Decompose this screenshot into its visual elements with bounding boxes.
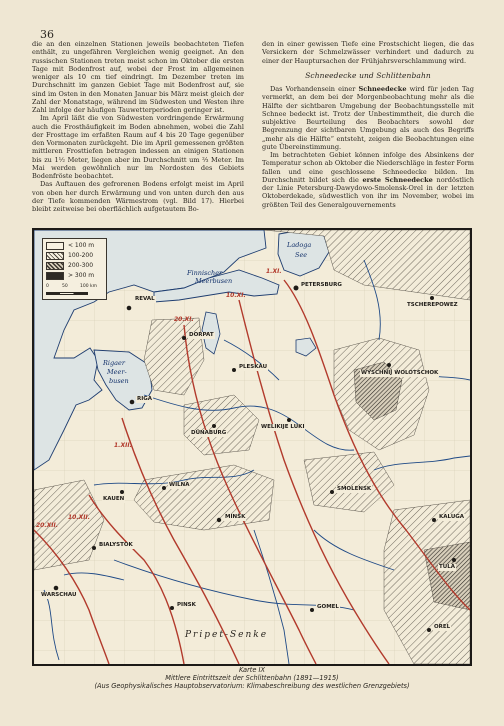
legend-label: < 100 m xyxy=(68,242,95,249)
isochrone-label: 20.XII. xyxy=(36,522,58,529)
legend-label: 100-200 xyxy=(68,252,94,259)
city-dot-dunaburg xyxy=(212,424,216,428)
caption-map-number: Karte IX xyxy=(238,666,266,674)
city-dot-dorpat xyxy=(182,336,186,340)
p2-text-a: Im betrachteten Gebiet können infolge des Absinkens der Temperatur schon ab Oktober die Niederschläge in fester Form fallen und eine geschlossene Schneedecke bilden. Im Durchschnitt bildet sich die xyxy=(262,151,474,184)
water-label-busen: busen xyxy=(109,377,129,385)
place-label-wilna: WILNA xyxy=(169,482,190,488)
p1-text-a: Das Vorhandensein einer xyxy=(270,85,359,93)
city-dot-welikije-luki xyxy=(287,418,291,422)
right-intro-paragraph: den in einer gewissen Tiefe eine Frostschicht liegen, die das Versickern der Schmelzwässer verhindert und dadurch zu einer der Hauptursachen der Frühjahrsverschlammung wird. xyxy=(262,40,474,65)
place-label-petersburg: PETERSBURG xyxy=(301,282,342,288)
city-dot-minsk xyxy=(217,518,221,522)
city-dot-wilna xyxy=(162,486,166,490)
p1-bold-term: Schneedecke xyxy=(358,85,407,93)
city-dot-orel xyxy=(427,628,431,632)
scale-tick-label: 0 xyxy=(46,284,49,289)
water-label-rigaer: Rigaer xyxy=(103,359,125,367)
place-label-reval: REVAL xyxy=(135,296,155,302)
legend-row xyxy=(46,251,104,261)
legend-swatch xyxy=(46,242,64,250)
place-label-pinsk: PINSK xyxy=(177,602,196,608)
place-label-smolensk: SMOLENSK xyxy=(337,486,372,492)
place-label-gomel: GOMEL xyxy=(317,604,339,610)
city-dot-bialystok xyxy=(92,546,96,550)
water-label-meer: Meer- xyxy=(107,368,127,376)
place-label-kauen: KAUEN xyxy=(103,496,125,502)
place-label-warschau: WARSCHAU xyxy=(41,592,77,598)
left-paragraph-2: Im April läßt die von Südwesten vordringende Erwärmung auch die Frosthäufigkeit im Boden abnehmen, wobei die Zahl der Frosttage im erfaßten Raum auf 4 bis 20 Tage gegenüber den Vormonaten zurückgeht. Die im April gemessenen größten mittleren Frosttiefen betragen indessen an einigen Stationen bis zu 1½ Meter, liegen aber im Durchschnitt um ⅔ Meter. Im Mai werden gewöhnlich nur im Nordosten des Gebiets Bodenfröste beobachtet. xyxy=(32,114,244,180)
place-label-welikije-luki: WELIKIJE LUKI xyxy=(261,424,305,430)
scale-bar xyxy=(46,284,104,296)
city-dot-tscherepowez xyxy=(430,296,434,300)
city-dot-gomel xyxy=(310,608,314,612)
place-label-wyschnij: WYSCHNIJ WOLOTSCHOK xyxy=(361,370,439,376)
section-heading: Schneedecke und Schlittenbahn xyxy=(305,70,431,80)
place-label-pleskau: PLESKAU xyxy=(239,364,268,370)
isochrone-label: 1.XI. xyxy=(266,268,282,275)
left-text-column xyxy=(32,40,244,213)
city-dot-warschau xyxy=(54,586,59,591)
map-figure xyxy=(32,228,472,666)
place-label-bialystok: BIALYSTOK xyxy=(99,542,133,548)
left-paragraph-3: Das Auftauen des gefrorenen Bodens erfolgt meist im April von oben her durch Erwärmung und von unten durch den aus der Tiefe kommenden Wärmestrom (vgl. Bild 17). Hierbei bleibt zeitweise bei oberflächlich aufgetautem Bo- xyxy=(32,180,244,213)
city-dot-riga xyxy=(130,400,135,405)
place-label-dunaburg: DÜNABURG xyxy=(191,430,227,436)
region-label-pripet: Pripet-Senke xyxy=(185,630,269,640)
legend-row xyxy=(46,261,104,271)
legend-swatch xyxy=(46,252,64,260)
scale-tick-label: 100 km xyxy=(80,284,98,289)
isochrone-label: 10.XI. xyxy=(226,292,246,299)
place-label-orel: OREL xyxy=(434,624,451,630)
city-dot-reval xyxy=(127,306,132,311)
legend-swatch xyxy=(46,262,64,270)
left-paragraph-1: die an den einzelnen Stationen jeweils beobachteten Tiefen enthält, zu ungefähren Vergleichen wenig geeignet. An den russischen Stationen treten meist schon im Oktober die ersten Tage mit Bodenfrost auf, wobei der Frost im allgemeinen weniger als 10 cm tief eindringt. Im Dezember treten im Durchschnitt im ganzen Gebiet Tage mit Bodenfrost auf, sie sind im Osten in den Monaten Januar bis März meist gleich der Zahl der Monatstage, während im Südwesten und Westen ihre Zahl infolge der häufigen Tauwetterperioden geringer ist. xyxy=(32,40,244,114)
p1-text-b: wird für jeden Tag vermerkt, an dem bei der Morgenbeobachtung mehr als die Hälfte der sichtbaren Umgebung der Beobachtungsstelle mit Schnee bedeckt ist. Trotz der Unbestimmtheit, die durch die subjektive Beurteilung des Beobachters sowohl der Begrenzung der sichtbaren Umgebung als auch des Begriffs „mehr als die Hälfte“ entsteht, zeigen die Beobachtungen eine gute Übereinstimmung. xyxy=(262,85,474,151)
scale-tick-label: 50 xyxy=(62,284,68,289)
water-label-see: See xyxy=(295,251,308,259)
caption-title: Mittlere Eintrittszeit der Schlittenbahn (1891—1915) xyxy=(165,674,339,683)
place-label-dorpat: DORPAT xyxy=(189,332,214,338)
isochrone-label: 10.XII. xyxy=(68,514,90,521)
city-dot-pleskau xyxy=(232,368,236,372)
city-dot-wyschnij xyxy=(387,363,391,367)
map-legend xyxy=(42,238,107,300)
city-dot-kauen xyxy=(120,490,124,494)
map-caption xyxy=(32,666,472,691)
legend-row xyxy=(46,241,104,251)
legend-row xyxy=(46,271,104,281)
city-dot-kaluga xyxy=(432,518,436,522)
water-label-finnischer: Finnischer xyxy=(187,269,223,277)
place-label-kaluga: KALUGA xyxy=(439,514,465,520)
city-dot-smolensk xyxy=(330,490,334,494)
p2-bold-term: erste Schneedecke xyxy=(362,175,433,184)
place-label-minsk: MINSK xyxy=(225,514,246,520)
legend-label: > 300 m xyxy=(68,272,95,279)
city-dot-petersburg xyxy=(294,286,299,291)
legend-swatch xyxy=(46,272,64,280)
caption-source: (Aus Geophysikalisches Hauptobservatorium: Klimabeschreibung des westlichen Grenzgebiets) xyxy=(94,682,410,691)
city-dot-pinsk xyxy=(170,606,174,610)
page-number: 36 xyxy=(40,28,54,41)
p2-text-b: nordöstlich der Linie Petersburg-Dawydowo-Smolensk-Orel in der letzten Oktoberdekade, südwestlich von ihr im November, wobei im größten Teil des Generalgouvernements xyxy=(262,175,474,209)
water-label-ladoga: Ladoga xyxy=(287,241,312,249)
place-label-riga: RIGA xyxy=(137,396,153,402)
isochrone-label: 20.XI. xyxy=(174,316,194,323)
place-label-tula: TULA xyxy=(439,564,455,570)
place-label-tscherepowez: TSCHEREPOWEZ xyxy=(407,302,458,308)
right-text-column xyxy=(262,40,474,209)
city-dot-tula xyxy=(452,558,456,562)
isochrone-label: 1.XII. xyxy=(114,442,132,449)
scale-bar-graphic xyxy=(46,292,88,295)
water-label-meerbusen: Meerbusen xyxy=(195,277,233,285)
legend-label: 200-300 xyxy=(68,262,94,269)
right-paragraph-1 xyxy=(262,85,474,151)
right-paragraph-2 xyxy=(262,151,474,209)
